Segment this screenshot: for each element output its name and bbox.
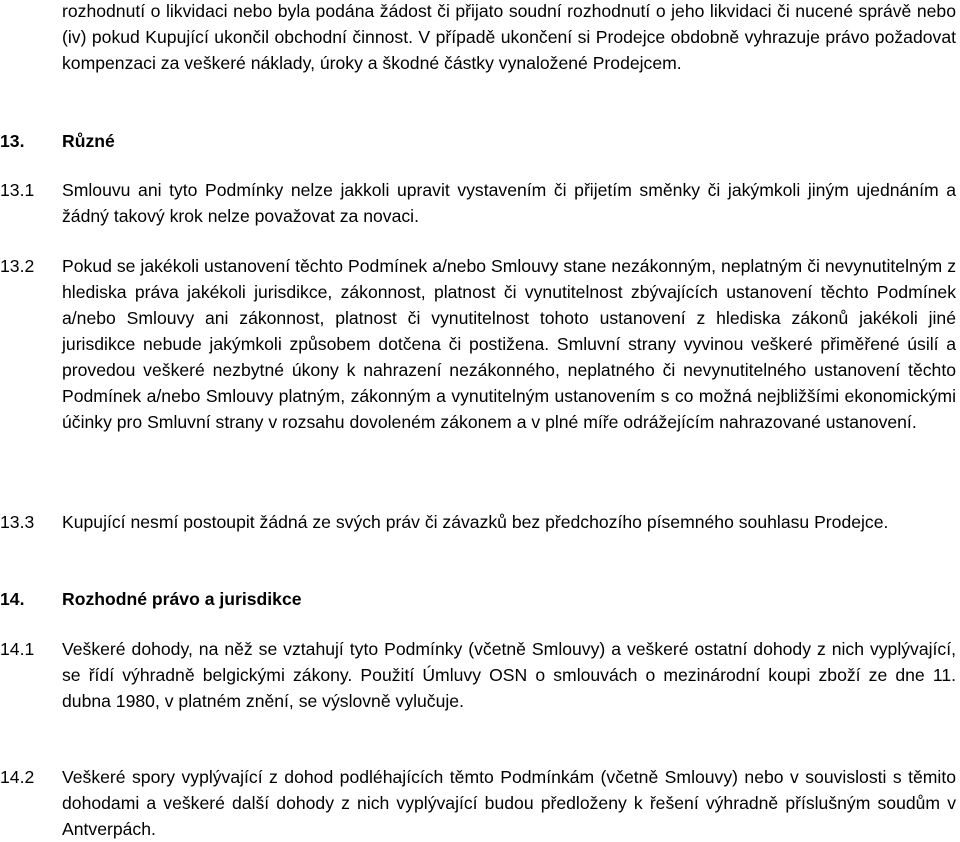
clause-14-2-number: 14.2 [0,767,35,787]
clause-13-2-text: Pokud se jakékoli ustanovení těchto Podmínek a/nebo Smlouvy stane nezákonným, neplatným či nevynutitelným z hlediska práva jakékoli jurisdikce, zákonnost, platnost či vynutitelnost zbývajících ustanovení těchto Podmínek a/nebo Smlouvy ani zákonnost, platnost či vynutitelnost tohoto ustanovení z hlediska zákonů jakékoli jiné jurisdikce nebude jakýmkoli způsobem dotčena či postižena. Smluvní strany vyvinou veškeré přiměřené úsilí a provedou veškeré nezbytné úkony k nahrazení nezákonného, neplatného či nevynutitelného ustanovení těchto Podmínek a/nebo Smlouvy platným, zákonným a vynutitelným ustanovením s co možná nejbližšími ekonomickými účinky pro Smluvní strany v rozsahu dovoleném zákonem a v plné míře odrážejícím nahrazované ustanovení. [62,256,956,432]
clause-13-3-number: 13.3 [0,512,35,532]
clause-13-3-text: Kupující nesmí postoupit žádná ze svých práv či závazků bez předchozího písemného souhlasu Prodejce. [62,512,889,532]
clause-14-1-number: 14.1 [0,639,35,659]
section-14-number: 14. [0,589,25,609]
section-14-title: Rozhodné právo a jurisdikce [62,589,302,609]
clause-13-1-text: Smlouvu ani tyto Podmínky nelze jakkoli upravit vystavením či přijetím směnky či jakýmkoli jiným ujednáním a žádný takový krok nelze považovat za novaci. [62,180,956,226]
section-13-number: 13. [0,131,25,151]
continuation-paragraph: rozhodnutí o likvidaci nebo byla podána žádost či přijato soudní rozhodnutí o jeho likvidaci či nucené správě nebo (iv) pokud Kupující ukončil obchodní činnost. V případě ukončení si Prodejce obdobně vyhrazuje právo požadovat kompenzaci za veškeré náklady, úroky a škodné částky vynaložené Prodejcem. [62,1,956,73]
clause-13-1-number: 13.1 [0,180,35,200]
clause-14-2-text: Veškeré spory vyplývající z dohod podléhajících těmto Podmínkám (včetně Smlouvy) nebo v souvislosti s těmito dohodami a veškeré další dohody z nich vyplývající budou předloženy k řešení výhradně příslušným soudům v Antverpách. [62,767,956,839]
section-13-title: Různé [62,131,115,151]
clause-14-1-text: Veškeré dohody, na něž se vztahují tyto Podmínky (včetně Smlouvy) a veškeré ostatní dohody z nich vyplývající, se řídí výhradně belgickými zákony. Použití Úmluvy OSN o smlouvách o mezinárodní koupi zboží ze dne 11. dubna 1980, v platném znění, se výslovně vylučuje. [62,639,956,711]
clause-13-2-number: 13.2 [0,256,35,276]
